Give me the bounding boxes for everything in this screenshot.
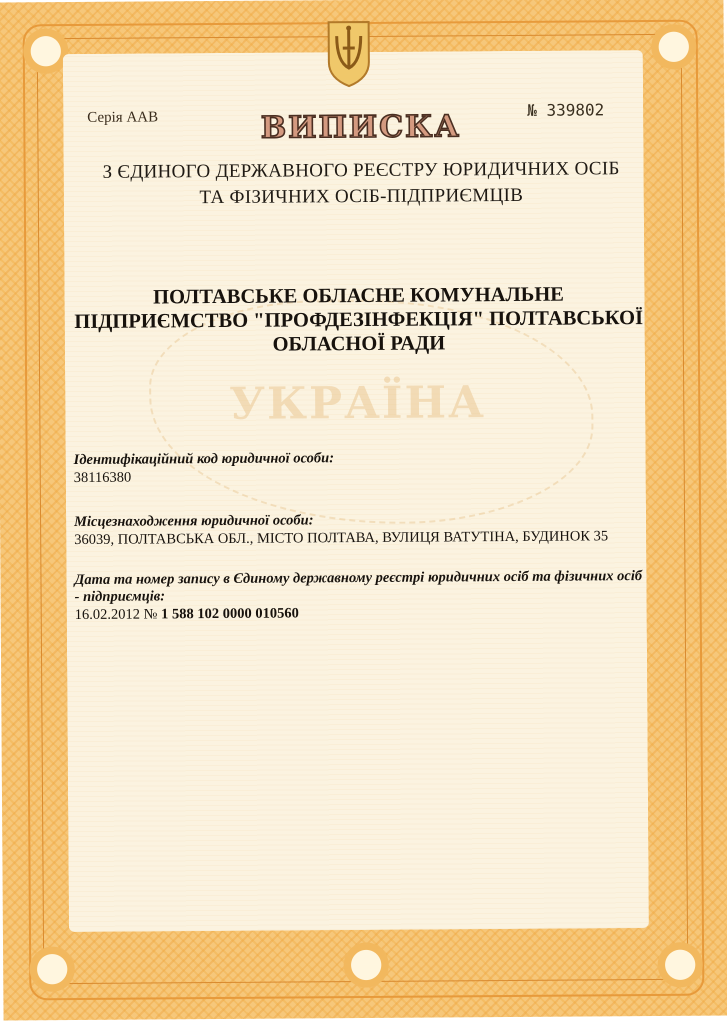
corner-ornament-bottom-left bbox=[17, 934, 87, 1004]
corner-ornament-bottom-right bbox=[645, 930, 715, 1000]
document-subtitle bbox=[0, 155, 725, 212]
bottom-center-ornament bbox=[331, 930, 401, 1000]
id-code-field bbox=[74, 448, 644, 487]
registration-number-sign: № bbox=[143, 606, 158, 623]
ukraine-watermark-text: УКРАЇНА bbox=[229, 377, 487, 430]
subtitle-line-1: З ЄДИНОГО ДЕРЖАВНОГО РЕЄСТРУ ЮРИДИЧНИХ ОСІБ bbox=[102, 158, 620, 183]
corner-ornament-top-right bbox=[639, 12, 709, 82]
document-title: ВИПИСКА bbox=[260, 109, 461, 146]
entity-name-line-1: ПОЛТАВСЬКЕ ОБЛАСНЕ КОМУНАЛЬНЕ bbox=[153, 283, 564, 309]
address-field bbox=[74, 510, 644, 549]
entity-name bbox=[58, 282, 658, 358]
trident-coat-of-arms-icon bbox=[319, 14, 380, 92]
registration-number: 1 588 102 0000 010560 bbox=[161, 605, 299, 623]
subtitle-line-2: ТА ФІЗИЧНИХ ОСІБ-ПІДПРИЄМЦІВ bbox=[199, 184, 524, 209]
registration-date: 16.02.2012 bbox=[74, 606, 141, 624]
document-number: № 339802 bbox=[527, 100, 605, 120]
entity-name-line-2: ПІДПРИЄМСТВО "ПРОФДЕЗІНФЕКЦІЯ" ПОЛТАВСЬКОЇ bbox=[74, 307, 644, 334]
entity-name-line-3: ОБЛАСНОЇ РАДИ bbox=[272, 332, 446, 356]
registration-record-label: Дата та номер запису в Єдиному державному реєстрі юридичних осіб та фізичних осіб - підприємців: bbox=[74, 568, 643, 606]
id-code-value: 38116380 bbox=[73, 469, 132, 487]
series-label: Серія ААВ bbox=[87, 109, 159, 126]
registration-record-field bbox=[74, 568, 644, 624]
address-value: 36039, ПОЛТАВСЬКА ОБЛ., МІСТО ПОЛТАВА, ВУЛИЦЯ ВАТУТІНА, БУДИНОК 35 bbox=[74, 528, 609, 549]
id-code-label: Ідентифікаційний код юридичної особи: bbox=[73, 450, 335, 469]
address-label: Місцезнаходження юридичної особи: bbox=[74, 512, 314, 531]
